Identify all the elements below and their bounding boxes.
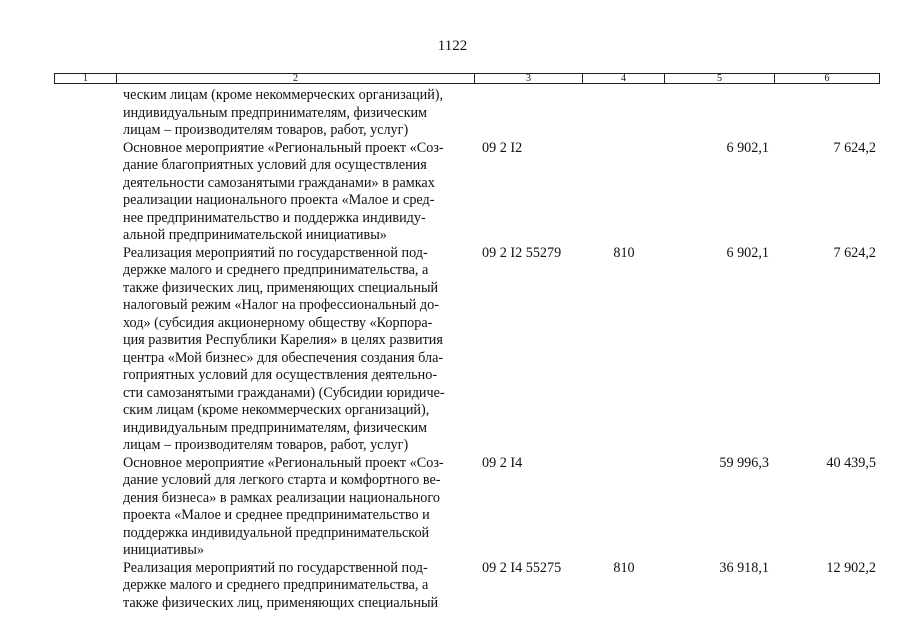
header-col-4: 4 [583,74,665,83]
header-col-2: 2 [117,74,475,83]
row-code: 09 2 I2 [482,139,523,156]
row-value-6: 7 624,2 [833,244,876,261]
page-number: 1122 [437,38,468,54]
row-expense-type: 810 [613,244,635,261]
row-value-5: 36 918,1 [719,559,769,576]
header-col-5: 5 [665,74,775,83]
row-expense-type: 810 [613,559,635,576]
table-body [0,87,905,612]
row-value-6: 12 902,2 [826,559,876,576]
table-row [0,87,905,140]
row-value-5: 6 902,1 [726,244,769,261]
table-row [0,560,905,613]
table-row [0,455,905,560]
row-value-6: 7 624,2 [833,139,876,156]
row-code: 09 2 I4 [482,454,523,471]
row-description: Реализация мероприятий по государственной под- держке малого и среднего предпринимательства, а также физических лиц, применяющих специальный [123,559,439,611]
row-description: ческим лицам (кроме некоммерческих организаций), индивидуальным предпринимателям, физическим лицам – производителям товаров, работ, услуг) [123,87,444,138]
table-row [0,245,905,455]
row-code: 09 2 I2 55279 [482,244,562,261]
row-value-5: 59 996,3 [719,454,769,471]
header-col-1: 1 [55,74,117,83]
row-description: Реализация мероприятий по государственной под- держке малого и среднего предпринимательства, а также физических лиц, применяющих специальный налоговый режим «Налог на профессиональный до- ход» (субсидия акционерному обществу «Корпора- ция развития Республики Карелия» в целях развития центра «Мой бизнес» для обеспечения создания бла- гоприятных условий для осуществления деятельно- сти самозанятыми гражданами) (Субсидии юридиче- ским лицам (кроме некоммерческих организаций), индивидуальным предпринимателям, физическим лицам – производителям товаров, работ, услуг) [123,244,445,453]
row-description: Основное мероприятие «Региональный проект «Соз- дание благоприятных условий для осуществления деятельности самозанятыми гражданами» в рамках реализации национального проекта «Малое и сред- нее предпринимательство и поддержка индивиду- альной предпринимательской инициативы» [123,139,444,243]
table-header-row [54,73,880,84]
header-col-3: 3 [475,74,583,83]
row-value-5: 6 902,1 [726,139,769,156]
row-code: 09 2 I4 55275 [482,559,562,576]
table-row [0,140,905,245]
header-col-6: 6 [824,73,830,84]
row-value-6: 40 439,5 [826,454,876,471]
row-description: Основное мероприятие «Региональный проект «Соз- дание условий для легкого старта и комфортного ве- дения бизнеса» в рамках реализации национального проекта «Малое и среднее предпринимательство и поддержка индивидуальной предпринимательской инициативы» [123,454,444,558]
